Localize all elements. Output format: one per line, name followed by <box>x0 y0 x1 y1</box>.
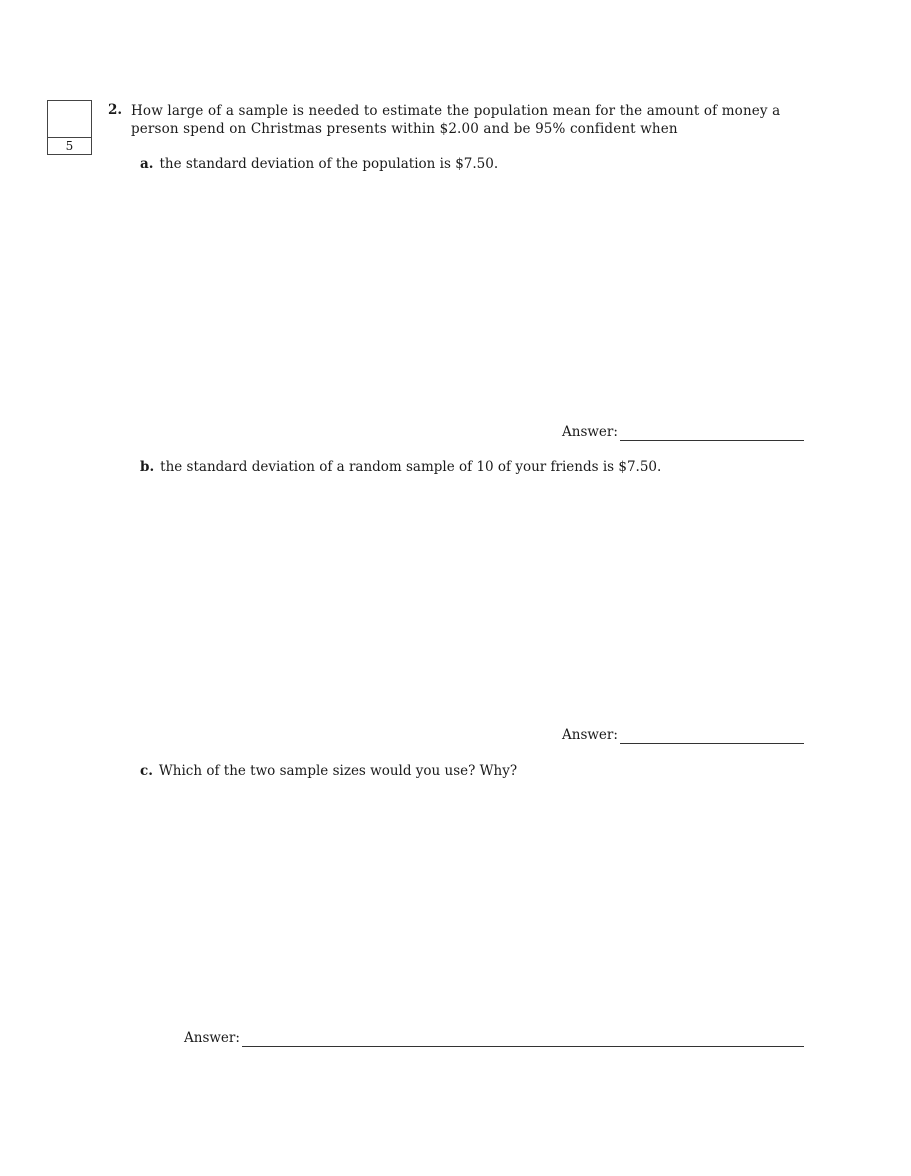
part-b <box>140 458 661 476</box>
part-c-text: Which of the two sample sizes would you use? Why? <box>158 763 518 779</box>
part-a-text: the standard deviation of the population is $7.50. <box>159 156 499 172</box>
answer-c-field[interactable] <box>184 1029 804 1047</box>
answer-c-label: Answer: <box>184 1030 240 1046</box>
answer-a-label: Answer: <box>562 424 618 440</box>
part-b-text: the standard deviation of a random sample of 10 of your friends is $7.50. <box>160 459 662 475</box>
part-a <box>140 155 498 173</box>
answer-a-line[interactable] <box>620 426 804 441</box>
answer-c-line[interactable] <box>242 1032 804 1047</box>
score-box <box>47 100 92 155</box>
part-b-label: b. <box>140 459 155 475</box>
part-c <box>140 762 517 780</box>
part-a-label: a. <box>140 156 154 172</box>
question-text: How large of a sample is needed to estimate the population mean for the amount of money a person spend on Christmas presents within $2.00 and be 95% confident when <box>131 103 781 137</box>
question-number: 2. <box>108 102 123 118</box>
answer-b-field[interactable] <box>562 726 804 744</box>
part-c-label: c. <box>140 763 153 779</box>
score-value: 5 <box>48 137 91 154</box>
answer-b-line[interactable] <box>620 729 804 744</box>
answer-a-field[interactable] <box>562 423 804 441</box>
answer-b-label: Answer: <box>562 727 618 743</box>
